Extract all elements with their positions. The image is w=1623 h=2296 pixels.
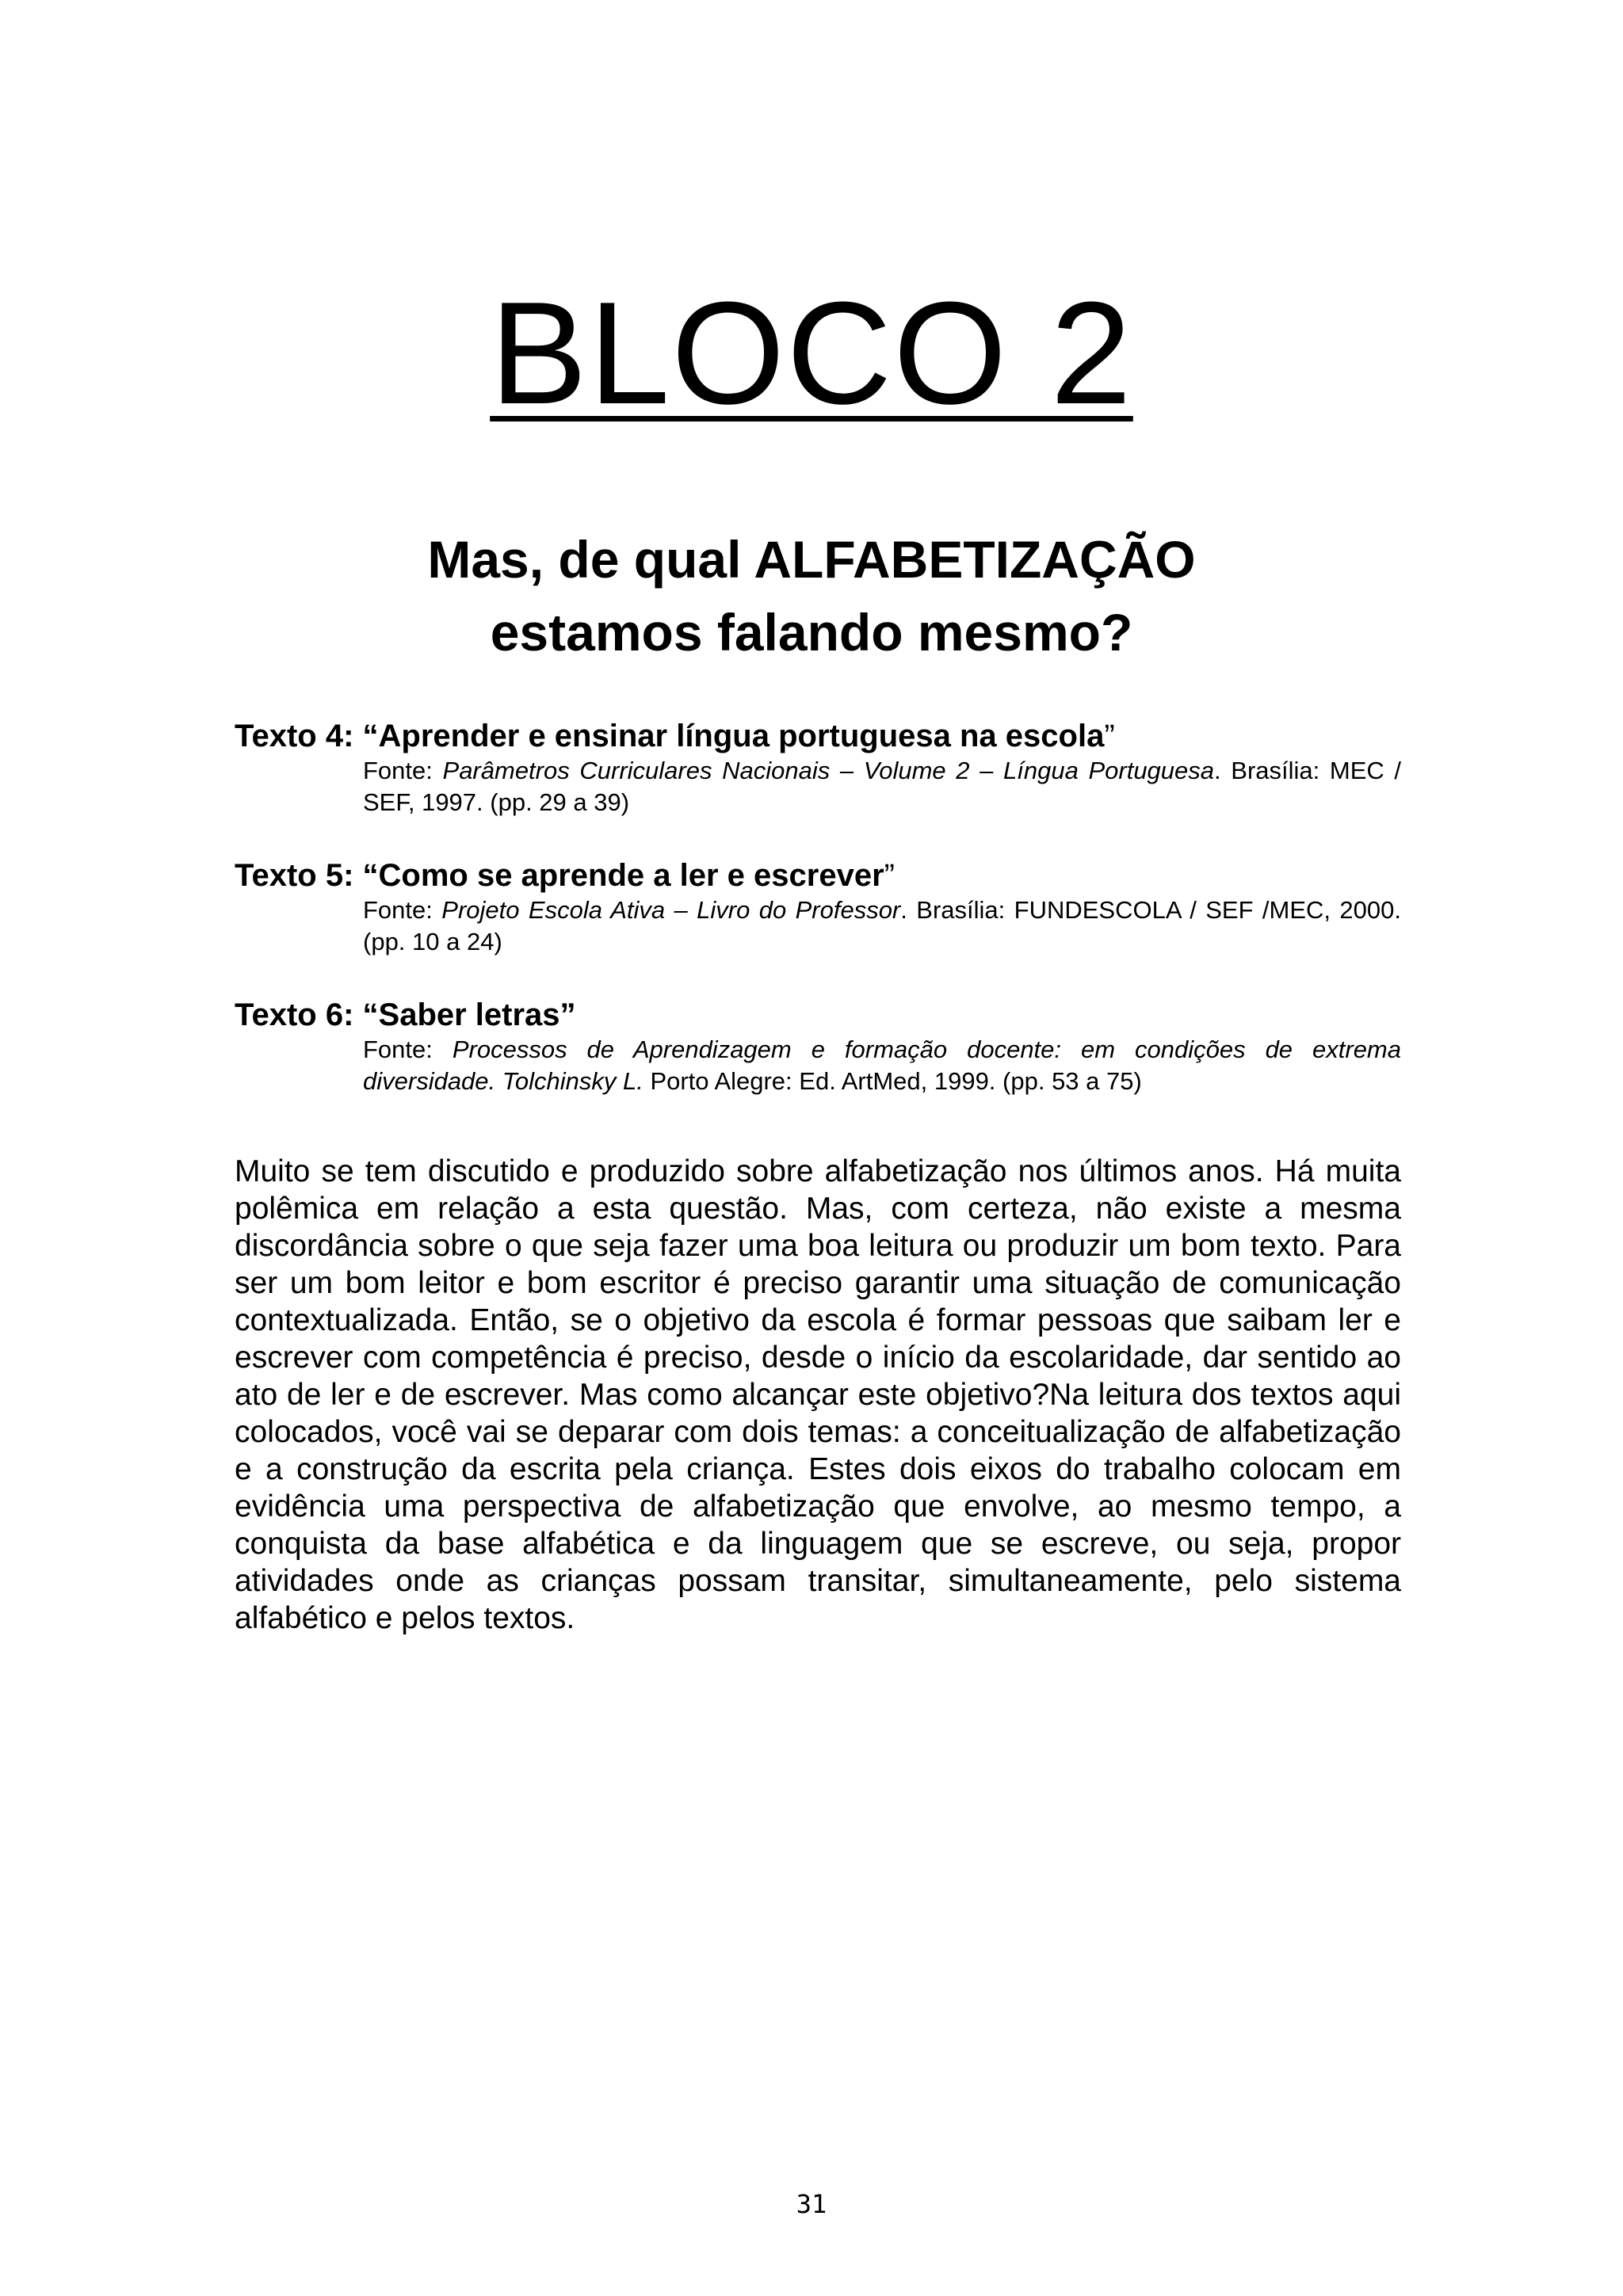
reference-list [235, 717, 1401, 1135]
reference-heading [235, 856, 1401, 894]
reference-texto-5 [235, 856, 1401, 958]
section-subtitle [0, 523, 1623, 669]
reference-source [363, 755, 1401, 818]
reference-heading [235, 717, 1401, 755]
reference-title: “Aprender e ensinar língua portuguesa na escola [362, 719, 1105, 753]
body-paragraph: Muito se tem discutido e produzido sobre alfabetização nos últimos anos. Há muita polêmica em relação a esta questão. Mas, com certeza, não existe a mesma discordância sobre o que seja fazer uma boa leitura ou produzir um bom texto. Para ser um bom leitor e bom escritor é preciso garantir uma situação de comunicação contextualizada. Então, se o objetivo da escola é formar pessoas que saibam ler e escrever com competência é preciso, desde o início da escolaridade, dar sentido ao ato de ler e de escrever. Mas como alcançar este objetivo?Na leitura dos textos aqui colocados, você vai se deparar com dois temas: a conceitualização de alfabetização e a construção da escrita pela criança. Estes dois eixos do trabalho colocam em evidência uma perspectiva de alfabetização que envolve, ao mesmo tempo, a conquista da base alfabética e da linguagem que se escreve, ou seja, propor atividades onde as crianças possam transitar, simultaneamente, pelo sistema alfabético e pelos textos. [235, 1154, 1401, 1635]
source-title: Processos de Aprendizagem e formação docente: em condições de extrema diversidade. Tolchinsky L. [363, 1035, 1401, 1095]
reference-close-quote: ” [1104, 719, 1115, 753]
source-prefix: Fonte: [363, 1035, 453, 1063]
source-title: Projeto Escola Ativa – Livro do Professor [441, 896, 901, 924]
reference-texto-6 [235, 996, 1401, 1097]
reference-close-quote: ” [884, 858, 895, 893]
reference-title: “Como se aprende a ler e escrever [362, 858, 884, 893]
reference-source [363, 894, 1401, 958]
subtitle-line-2: estamos falando mesmo? [490, 603, 1133, 662]
bloco-title [0, 273, 1623, 432]
reference-heading [235, 996, 1401, 1034]
source-prefix: Fonte: [363, 757, 443, 784]
source-details: Porto Alegre: Ed. ArtMed, 1999. (pp. 53 a 75) [643, 1067, 1142, 1095]
source-details: . Brasília: MEC / SEF, 1997. (pp. 29 a 39) [363, 757, 1402, 816]
source-details: . Brasília: FUNDESCOLA / SEF /MEC, 2000. (pp. 10 a 24) [363, 896, 1401, 955]
subtitle-line-1: Mas, de qual ALFABETIZAÇÃO [427, 530, 1196, 589]
source-title: Parâmetros Curriculares Nacionais – Volume 2 – Língua Portuguesa [442, 757, 1215, 784]
reference-source [363, 1034, 1401, 1097]
bloco-title-text: BLOCO 2 [490, 271, 1133, 434]
page-number: 31 [796, 2189, 827, 2219]
reference-texto-4 [235, 717, 1401, 818]
source-prefix: Fonte: [363, 896, 442, 924]
reference-label: Texto 4: [235, 719, 363, 753]
reference-title: “Saber letras” [362, 997, 576, 1032]
reference-label: Texto 6: [235, 997, 363, 1032]
reference-label: Texto 5: [235, 858, 363, 893]
